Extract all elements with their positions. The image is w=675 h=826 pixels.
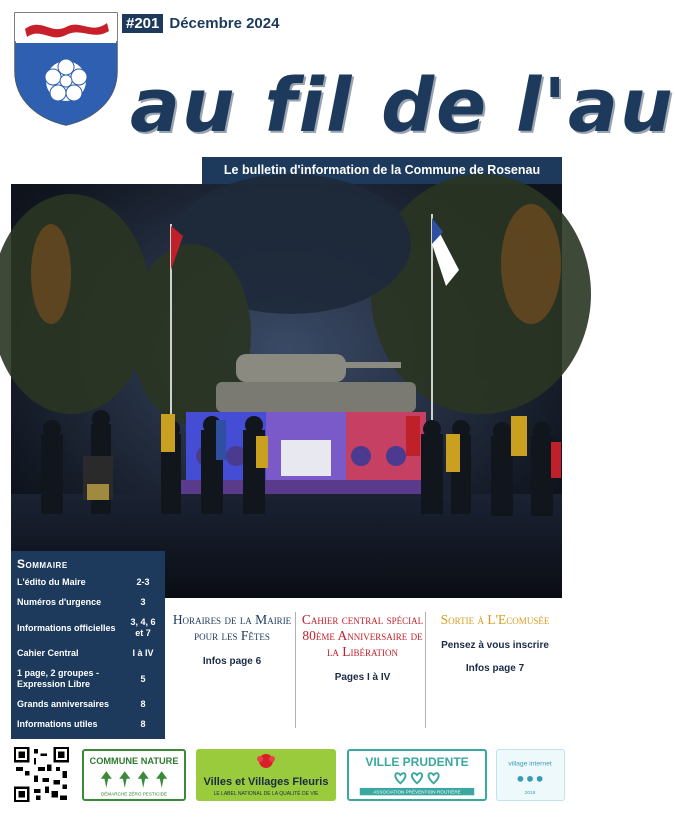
commune-nature-sub: DÉMARCHE ZÉRO PESTICIDE — [100, 791, 168, 797]
toc-item-label: 1 page, 2 groupes - Expression Libre — [17, 668, 100, 689]
toc-item-label: Grands anniversaires — [17, 699, 110, 709]
toc-item-label: Informations utiles — [17, 719, 98, 729]
feature-title-line2: 80ème Anniversaire de la Libération — [302, 628, 423, 659]
villes-title: Villes et Villages Fleuris — [203, 776, 329, 788]
toc-item-label: L'édito du Maire — [17, 577, 86, 587]
villes-villages-fleuris-logo — [196, 749, 336, 801]
internet-year: 2019 — [524, 791, 536, 797]
toc-item-label: Numéros d'urgence — [17, 597, 102, 607]
toc-title: Sommaire — [17, 557, 68, 571]
toc-item-pages: 8 — [140, 699, 146, 709]
subtitle: Le bulletin d'information de la Commune de Rosenau — [223, 163, 541, 177]
feature-subtitle: Pensez à vous inscrire — [441, 640, 549, 651]
toc-item[interactable] — [17, 699, 159, 710]
toc-item[interactable] — [17, 648, 159, 659]
feature-title: Horaires de la Mairie pour les Fêtes — [172, 612, 292, 643]
qr-code-icon[interactable] — [14, 747, 69, 802]
toc-item-pages: 5 — [140, 673, 146, 684]
column-divider — [295, 612, 296, 728]
toc-item-pages: 3 — [140, 597, 146, 607]
issue-number: #201 — [122, 14, 163, 33]
toc-item-pages: 2-3 — [136, 577, 150, 587]
toc-item[interactable] — [17, 597, 159, 608]
toc-item[interactable] — [17, 617, 159, 639]
column-divider — [425, 612, 426, 728]
feature-title: Cahier central spécial — [301, 612, 424, 627]
feature-ecomusee[interactable] — [430, 612, 560, 727]
feature-info: Infos page 7 — [465, 663, 525, 674]
toc-item-pages: I à IV — [132, 648, 154, 658]
toc-item[interactable] — [17, 719, 159, 730]
issue-date: Décembre 2024 — [169, 15, 280, 32]
commune-nature-title: COMMUNE NATURE — [89, 755, 179, 766]
toc-item[interactable] — [17, 668, 159, 690]
cover-photo — [11, 184, 562, 598]
toc-item-label: Informations officielles — [17, 622, 116, 633]
village-internet-logo — [496, 749, 565, 801]
toc-item-pages: 8 — [140, 719, 146, 729]
issue-info — [122, 14, 279, 33]
feature-title: Sortie à L'Ecomusée — [440, 612, 550, 627]
toc-item-pages: 3, 4, 6 et 7 — [130, 617, 156, 638]
prudente-sub: ASSOCIATION PRÉVENTION ROUTIÈRE — [373, 789, 461, 795]
feature-cahier-central[interactable] — [300, 612, 425, 727]
ville-prudente-logo — [347, 749, 487, 801]
internet-title: village internet — [508, 760, 552, 768]
table-of-contents — [11, 551, 165, 739]
masthead — [130, 63, 675, 149]
feature-info: Pages I à IV — [334, 672, 391, 683]
masthead-title: au fil de l'au — [130, 63, 675, 149]
feature-info: Infos page 6 — [202, 656, 262, 667]
coat-of-arms-icon — [11, 9, 121, 127]
feature-horaires[interactable] — [172, 612, 292, 727]
toc-item-label: Cahier Central — [17, 648, 79, 658]
toc-item[interactable] — [17, 577, 159, 588]
commune-nature-logo — [82, 749, 186, 801]
prudente-title: VILLE PRUDENTE — [365, 754, 469, 769]
villes-sub: LE LABEL NATIONAL DE LA QUALITÉ DE VIE — [213, 791, 319, 797]
